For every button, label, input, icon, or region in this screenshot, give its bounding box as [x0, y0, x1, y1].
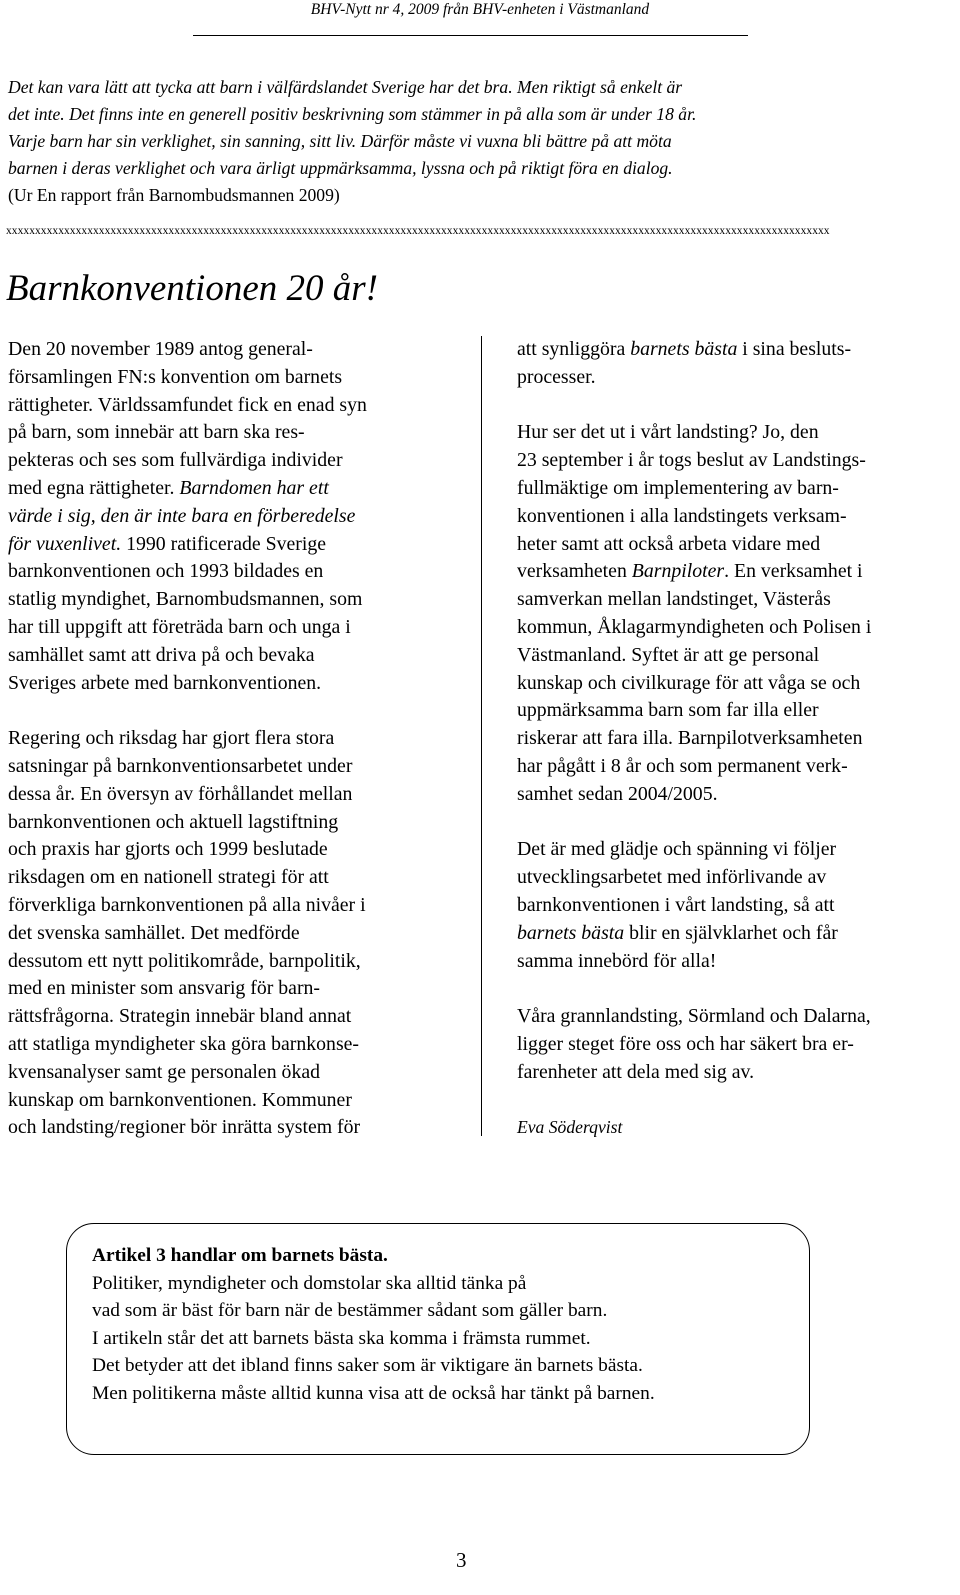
emphasis-text: barnets bästa: [517, 921, 625, 944]
text-line: dessa år. En översyn av förhållandet mellan: [8, 782, 353, 805]
text-line: ligger steget före oss och har säkert bra er-: [517, 1032, 854, 1055]
text-line: utvecklingsarbetet med införlivande av: [517, 866, 827, 889]
text-line: farenheter att dela med sig av.: [517, 1060, 755, 1083]
article-paragraph: [8, 725, 460, 1142]
text-line: uppmärksamma barn som far illa eller: [517, 699, 819, 722]
text-line: att statliga myndigheter ska göra barnkonse-: [8, 1032, 360, 1055]
text-line: rättigheter. Världssamfundet fick en enad syn: [8, 393, 367, 416]
text-line: rättsfrågorna. Strategin innebär bland annat: [8, 1005, 352, 1028]
fact-box-line: Det betyder att det ibland finns saker som är viktigare än barnets bästa.: [92, 1355, 643, 1377]
fact-box-line: Politiker, myndigheter och domstolar ska alltid tänka på: [92, 1272, 527, 1294]
text-line: Västmanland. Syftet är att ge personal: [517, 643, 820, 666]
text-line: blir en självklarhet och får: [624, 921, 838, 944]
article-paragraph: [517, 836, 957, 975]
text-line: statlig myndighet, Barnombudsmannen, som: [8, 588, 363, 611]
header-rule: [193, 35, 748, 36]
text-line: heter samt att också arbeta vidare med: [517, 532, 821, 555]
text-line: det svenska samhället. Det medförde: [8, 921, 300, 944]
text-line: barnkonventionen i vårt landsting, så att: [517, 893, 835, 916]
text-line: och landsting/regioner bör inrätta system för: [8, 1116, 361, 1139]
text-line: kvensanalyser samt ge personalen ökad: [8, 1060, 320, 1083]
x-separator: xxxxxxxxxxxxxxxxxxxxxxxxxxxxxxxxxxxxxxxxxxxxxxxxxxxxxxxxxxxxxxxxxxxxxxxxxxxxxxxxxxxxxxxxxxxxxxxxxxxxxxxxxxxxxxxxxxxxxxxxxxxxxxxxxxxxxxxxxxxxxx: [6, 225, 830, 237]
text-line: kommun, Åklagarmyndigheten och Polisen i: [517, 615, 872, 638]
text-line: samverkan mellan landstinget, Västerås: [517, 588, 831, 611]
text-line: fullmäktige om implementering av barn-: [517, 476, 839, 499]
text-line: kunskap om barnkonventionen. Kommuner: [8, 1088, 352, 1111]
intro-line: Varje barn har sin verklighet, sin sanning, sitt liv. Därför måste vi vuxna bli bättre på att möta: [8, 131, 672, 151]
text-line: Det är med glädje och spänning vi följer: [517, 838, 837, 861]
text-line: samhet sedan 2004/2005.: [517, 782, 718, 805]
intro-quote: [8, 74, 938, 209]
text-line: samma innebörd för alla!: [517, 949, 717, 972]
fact-box-line: Men politikerna måste alltid kunna visa att de också har tänkt på barnen.: [92, 1382, 655, 1404]
text-line: har pågått i 8 år och som permanent verk-: [517, 754, 848, 777]
article-paragraph: [517, 1003, 957, 1086]
emphasis-text: Barndomen har ett: [179, 476, 329, 499]
fact-box-heading: Artikel 3 handlar om barnets bästa.: [92, 1245, 388, 1266]
emphasis-text: för vuxenlivet.: [8, 532, 122, 555]
article-paragraph: [8, 336, 460, 697]
text-line: . En verksamhet i: [724, 560, 863, 583]
author-name: Eva Söderqvist: [517, 1117, 623, 1138]
fact-box-text: [92, 1242, 802, 1408]
intro-line: det inte. Det finns inte en generell positiv beskrivning som stämmer in på alla som är under 18 år.: [8, 104, 697, 124]
text-line: församlingen FN:s konvention om barnets: [8, 365, 343, 388]
text-line: pekteras och ses som fullvärdiga individer: [8, 449, 343, 472]
emphasis-text: värde i sig, den är inte bara en förberedelse: [8, 504, 356, 527]
text-line: 23 september i år togs beslut av Landstings-: [517, 449, 866, 472]
text-line: processer.: [517, 365, 596, 388]
text-line: riksdagen om en nationell strategi för att: [8, 866, 329, 889]
text-line: i sina besluts-: [737, 338, 852, 360]
author-signature: [517, 1114, 957, 1142]
text-line: dessutom ett nytt politikområde, barnpolitik,: [8, 949, 361, 972]
text-line: och praxis har gjorts och 1999 beslutade: [8, 838, 328, 861]
newsletter-header: BHV-Nytt nr 4, 2009 från BHV-enheten i Västmanland: [310, 1, 650, 18]
text-line: Sveriges arbete med barnkonventionen.: [8, 671, 322, 694]
article-paragraph: [517, 419, 957, 808]
text-line: konventionen i alla landstingets verksam-: [517, 504, 847, 527]
text-line: förverkliga barnkonventionen på alla nivåer i: [8, 893, 366, 916]
text-line: på barn, som innebär att barn ska res-: [8, 421, 305, 444]
text-line: har till uppgift att företräda barn och unga i: [8, 615, 351, 638]
text-line: Hur ser det ut i vårt landsting? Jo, den: [517, 421, 819, 444]
text-line: riskerar att fara illa. Barnpilotverksamheten: [517, 727, 863, 750]
text-line: kunskap och civilkurage för att våga se och: [517, 671, 861, 694]
text-line: Våra grannlandsting, Sörmland och Dalarna,: [517, 1005, 871, 1028]
text-line: med egna rättigheter.: [8, 476, 180, 499]
text-line: barnkonventionen och 1993 bildades en: [8, 560, 324, 583]
emphasis-text: barnets bästa: [630, 338, 738, 360]
article-paragraph: [517, 336, 957, 392]
column-divider: [481, 336, 482, 1136]
fact-box-line: I artikeln står det att barnets bästa ska komma i främsta rummet.: [92, 1327, 591, 1349]
text-line: verksamheten: [517, 560, 632, 583]
article-column-right: [517, 336, 957, 1142]
emphasis-text: Barnpiloter: [631, 560, 725, 583]
article-title: Barnkonventionen 20 år!: [6, 268, 378, 309]
text-line: 1990 ratificerade Sverige: [121, 532, 327, 555]
intro-line: barnen i deras verklighet och vara ärligt uppmärksamma, lyssna och på riktigt föra en dialog.: [8, 158, 673, 178]
intro-source: (Ur En rapport från Barnombudsmannen 2009): [8, 185, 340, 205]
text-line: barnkonventionen och aktuell lagstiftning: [8, 810, 339, 833]
text-line: satsningar på barnkonventionsarbetet under: [8, 754, 353, 777]
fact-box-line: vad som är bäst för barn när de bestämmer sådant som gäller barn.: [92, 1300, 608, 1322]
text-line: Regering och riksdag har gjort flera stora: [8, 727, 335, 750]
page-number: 3: [456, 1548, 467, 1572]
text-line: att synliggöra: [517, 338, 631, 360]
intro-line: Det kan vara lätt att tycka att barn i välfärdslandet Sverige har det bra. Men riktigt så enkelt är: [8, 77, 683, 97]
article-column-left: [8, 336, 460, 1142]
text-line: med en minister som ansvarig för barn-: [8, 977, 321, 1000]
text-line: samhället samt att driva på och bevaka: [8, 643, 315, 666]
text-line: Den 20 november 1989 antog general-: [8, 338, 313, 360]
